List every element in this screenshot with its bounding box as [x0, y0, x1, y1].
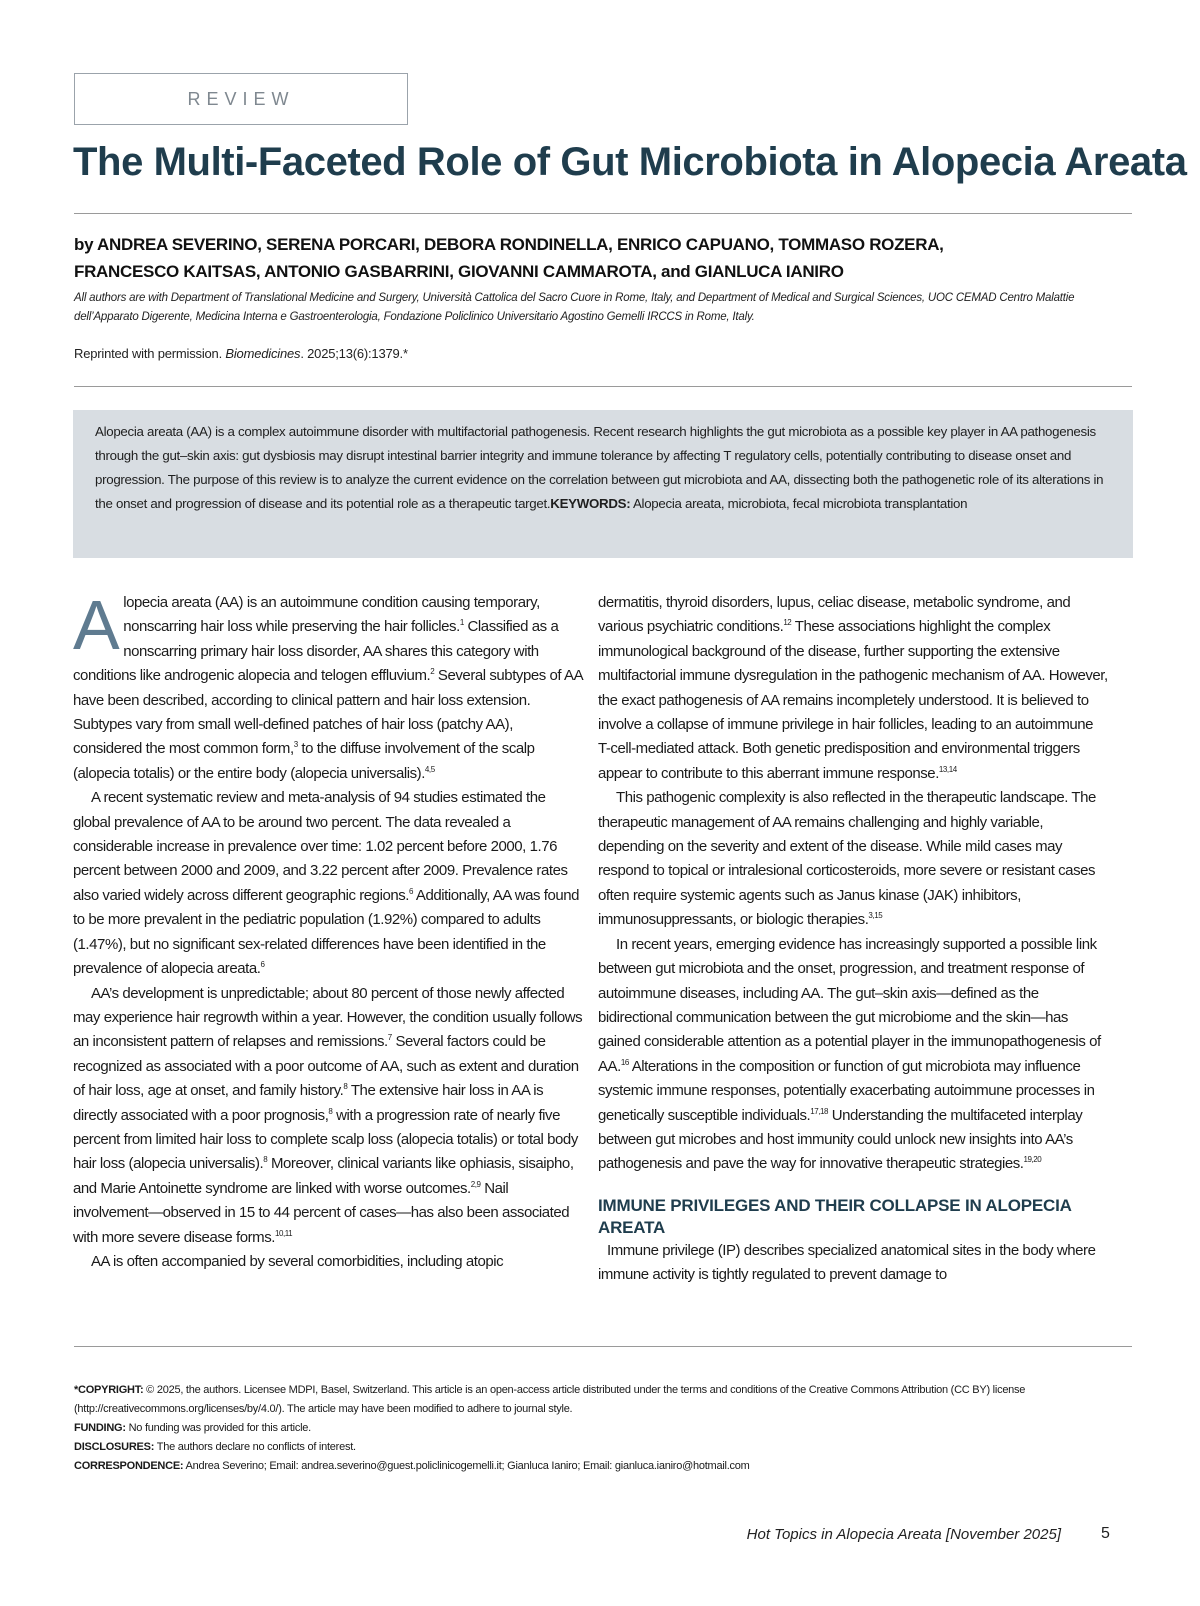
paragraph: [598, 786, 1108, 932]
paragraph: [598, 933, 1108, 1177]
citation: 3: [293, 740, 298, 750]
keywords-label: KEYWORDS:: [550, 496, 631, 511]
abstract-text: Alopecia areata (AA) is a complex autoimmune disorder with multifactorial pathogenesis. Recent research highlights the gut microbiota as a possible key player in AA pathogenesis through the gut–skin axis: gut dysbiosis may disrupt intestinal barrier integrity and immune tolerance by affecting T regulatory cells, potentially contributing to disease onset and progression. The purpose of this review is to analyze the current evidence on the correlation between gut microbiota and AA, dissecting both the pathogenetic role of its alterations in the onset and progression of disease and its potential role as a therapeutic target.: [95, 424, 1104, 511]
body-column-left: [73, 586, 583, 1274]
paragraph: [73, 786, 583, 981]
body-column-right: [598, 591, 1108, 1288]
citation: 8: [263, 1155, 268, 1165]
citation: 6: [409, 886, 414, 896]
reprint-prefix: Reprinted with permission.: [74, 346, 226, 361]
body-text: A recent systematic review and meta-analysis of 94 studies estimated the global prevalence of AA to be around two percent. The data revealed a considerable increase in prevalence over time: 1.02 percent before 2000, 1.76 percent between 2000 and 2009, and 3.22 percent after 2009. Prevalence rates also varied widely across different geographic regions.: [73, 789, 568, 904]
copyright-label: *COPYRIGHT:: [74, 1384, 144, 1396]
body-text: AA is often accompanied by several comorbidities, including atopic: [91, 1252, 504, 1270]
body-text: lopecia areata (AA) is an autoimmune condition causing temporary, nonscarring hair loss while preserving the hair follicles.: [123, 594, 540, 636]
paragraph: [73, 982, 583, 1250]
body-text: Immune privilege (IP) describes specialized anatomical sites in the body where immune activity is tightly regulated to prevent damage to: [598, 1241, 1096, 1284]
citation: 17,18: [810, 1106, 829, 1116]
paragraph: [73, 1250, 583, 1274]
funding-text: No funding was provided for this article.: [125, 1422, 311, 1434]
divider-top: [74, 213, 1132, 214]
divider-footnotes: [74, 1346, 1132, 1347]
body-text: AA’s development is unpredictable; about 80 percent of those newly affected may experience hair regrowth within a year. However, the condition usually follows an inconsistent pattern of relapses and remissions.: [73, 984, 583, 1051]
article-title: The Multi-Faceted Role of Gut Microbiota in Alopecia Areata: [73, 140, 1187, 184]
citation: 13,14: [938, 764, 957, 774]
citation: 2: [430, 667, 435, 677]
body-text: Understanding the multifaceted interplay between gut microbes and host immunity could unlock new insights into AA’s pathogenesis and pave the way for innovative therapeutic strategies.: [598, 1106, 1083, 1173]
reprint-notice: [74, 346, 408, 361]
copyright-text: © 2025, the authors. Licensee MDPI, Basel, Switzerland. This article is an open-access article distributed under the terms and conditions of the Creative Commons Attribution (CC BY) license (http://creativecommons.org/licenses/by/4.0/). The article may have been modified to adhere to journal style.: [74, 1384, 1026, 1415]
keywords-text: Alopecia areata, microbiota, fecal microbiota transplantation: [630, 496, 968, 511]
paragraph: [598, 1239, 1108, 1288]
citation: 8: [328, 1106, 333, 1116]
reprint-journal: Biomedicines: [225, 346, 301, 361]
body-text: Classified as a nonscarring primary hair loss disorder, AA shares this category with conditions like androgenic alopecia and telogen effluvium.: [73, 618, 559, 685]
citation: 19,20: [1023, 1155, 1042, 1165]
citation: 12: [783, 618, 792, 628]
abstract-box: [73, 410, 1133, 558]
section-label-box: [74, 73, 408, 125]
dropcap: A: [73, 586, 120, 664]
page-number: 5: [1101, 1525, 1110, 1542]
footnotes: [74, 1381, 1134, 1476]
funding-note: [74, 1419, 1134, 1438]
body-text: Nail involvement—observed in 15 to 44 percent of cases—has also been associated with more severe disease forms.: [73, 1179, 570, 1246]
citation: 4,5: [424, 764, 435, 774]
citation: 1: [459, 618, 464, 628]
citation: 7: [387, 1033, 392, 1043]
correspondence-label: CORRESPONDENCE:: [74, 1460, 184, 1472]
disclosures-label: DISCLOSURES:: [74, 1441, 155, 1453]
correspondence-text: Andrea Severino; Email: andrea.severino@guest.policlinicogemelli.it; Gianluca Ianiro; Email: gianluca.ianiro@hotmail.com: [183, 1460, 750, 1472]
citation: 6: [260, 960, 265, 970]
section-heading: IMMUNE PRIVILEGES AND THEIR COLLAPSE IN ALOPECIA AREATA: [598, 1195, 1072, 1237]
author-line-2: FRANCESCO KAITSAS, ANTONIO GASBARRINI, GIOVANNI CAMMAROTA, and GIANLUCA IANIRO: [74, 262, 844, 281]
body-text: dermatitis, thyroid disorders, lupus, celiac disease, metabolic syndrome, and various psychiatric conditions.: [598, 594, 1071, 636]
funding-label: FUNDING:: [74, 1422, 126, 1434]
body-text: These associations highlight the complex immunological background of the disease, further supporting the extensive multifactorial immune dysregulation in the pathogenic mechanism of AA. However, the exact pathogenesis of AA remains incompletely understood. It is believed to involve a collapse of immune privilege in hair follicles, leading to an autoimmune T-cell-mediated attack. Both genetic predisposition and environmental triggers appear to contribute to this aberrant immune response.: [598, 618, 1108, 782]
citation: 16: [620, 1057, 629, 1067]
body-text: Several factors could be recognized as associated with a poor outcome of AA, such as extent and duration of hair loss, age at onset, and family history.: [73, 1033, 579, 1100]
paragraph: [598, 591, 1108, 786]
citation: 10,11: [274, 1228, 293, 1238]
body-text: This pathogenic complexity is also reflected in the therapeutic landscape. The therapeutic management of AA remains challenging and highly variable, depending on the severity and extent of the disease. While mild cases may respond to topical or intralesional corticosteroids, more severe or resistant cases often require systemic agents such as Janus kinase (JAK) inhibitors, immunosuppressants, or biologic therapies.: [598, 789, 1096, 929]
paragraph: [73, 586, 583, 786]
body-text: Additionally, AA was found to be more prevalent in the pediatric population (1.92%) compared to adults (1.47%), but no significant sex-related differences have been identified in the prevalence of alopecia areata.: [73, 886, 580, 978]
divider-middle: [74, 386, 1132, 387]
citation: 2,9: [470, 1179, 481, 1189]
author-line-1: by ANDREA SEVERINO, SERENA PORCARI, DEBORA RONDINELLA, ENRICO CAPUANO, TOMMASO ROZERA,: [74, 235, 944, 254]
body-text: Moreover, clinical variants like ophiasis, sisaipho, and Marie Antoinette syndrome are linked with worse outcomes.: [73, 1155, 574, 1197]
disclosures-note: [74, 1438, 1134, 1457]
disclosures-text: The authors declare no conflicts of interest.: [154, 1441, 356, 1453]
body-text: with a progression rate of nearly five percent from limited hair loss to complete scalp loss (alopecia totalis) or total body hair loss (alopecia universalis).: [73, 1106, 578, 1173]
body-text: Alterations in the composition or function of gut microbiota may influence systemic immune responses, potentially exacerbating autoimmune processes in genetically susceptible individuals.: [598, 1057, 1095, 1124]
running-footer-journal: Hot Topics in Alopecia Areata [November 2025]: [746, 1526, 1061, 1543]
copyright-note: [74, 1381, 1134, 1419]
body-text: to the diffuse involvement of the scalp (alopecia totalis) or the entire body (alopecia universalis).: [73, 740, 535, 782]
affiliation: All authors are with Department of Translational Medicine and Surgery, Università Cattolica del Sacro Cuore in Rome, Italy, and Department of Medical and Surgical Sciences, UOC CEMAD Centro Malattie dell’Apparato Digerente, Medicina Interna e Gastroenterologia, Fondazione Policlinico Universitario Agostino Gemelli IRCCS in Rome, Italy.: [74, 292, 1075, 323]
body-text: The extensive hair loss in AA is directly associated with a poor prognosis,: [73, 1082, 544, 1124]
citation: 3,15: [868, 911, 883, 921]
body-text: Several subtypes of AA have been described, according to clinical pattern and hair loss extension. Subtypes vary from small well-defined patches of hair loss (patchy AA), considered the most common form,: [73, 667, 583, 758]
correspondence-note: [74, 1457, 1134, 1476]
reprint-citation: . 2025;13(6):1379.*: [300, 346, 408, 361]
section-label: REVIEW: [187, 88, 295, 109]
citation: 8: [343, 1082, 348, 1092]
author-list: [74, 231, 1134, 285]
body-text: In recent years, emerging evidence has increasingly supported a possible link between gut microbiota and the onset, progression, and treatment response of autoimmune diseases, including AA. The gut–skin axis—defined as the bidirectional communication between the gut microbiome and the skin—has gained considerable attention as a potential player in the immunopathogenesis of AA.: [598, 935, 1101, 1075]
